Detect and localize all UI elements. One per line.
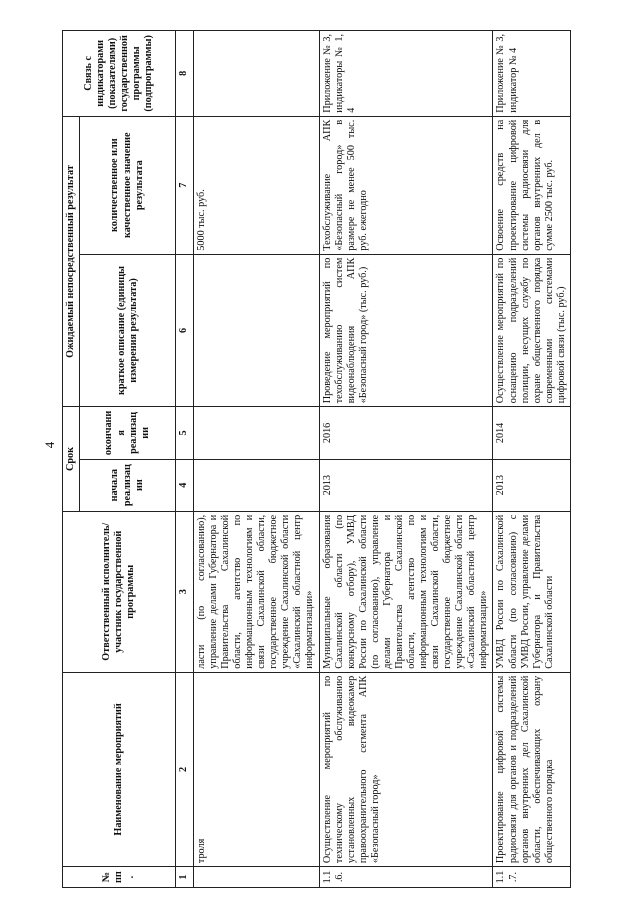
col-number: 6 (176, 254, 194, 407)
page-number: 4 (42, 441, 57, 449)
table-row (493, 31, 570, 888)
col-number: 3 (176, 511, 194, 672)
row-start: 2013 (493, 459, 570, 511)
row-num: 1.1.6. (320, 867, 493, 888)
header-responsible: Ответственный исполнитель/ участник государственной программы (63, 511, 176, 672)
row-link: Приложение № 3, индикатор № 4 (493, 31, 570, 117)
row-desc: Проведение мероприятий по техобслуживанию систем видеонаблюдения АПК «Безопасный город» (тыс. руб.) (320, 254, 493, 407)
header-expected-desc: краткое описание (единицы измерения результата) (80, 254, 176, 407)
row-num (194, 867, 320, 888)
row-num: 1.1.7. (493, 867, 570, 888)
row-end: 2014 (493, 407, 570, 459)
row-value: 5000 тыс. руб. (194, 116, 320, 254)
row-value: Освоение средств на проектирование цифровой системы радиосвязи для органов внутренних дел в сумме 2500 тыс. руб. (493, 116, 570, 254)
row-start: 2013 (320, 459, 493, 511)
row-desc (194, 254, 320, 407)
row-start (194, 459, 320, 511)
rotated-table-container (62, 30, 567, 888)
header-term-end: окончания реализации (80, 407, 176, 459)
header-row-1 (63, 31, 80, 888)
row-name: Осуществление мероприятий по техническому обслуживанию установленных видеокамер правоохранительного сегмента АПК «Безопасный город» (320, 672, 493, 866)
row-name: троля (194, 672, 320, 866)
row-responsible: УМВД России по Сахалинской области (по согласованию) с УМВД России, управление делами Губернатора и Правительства Сахалинской области (493, 511, 570, 672)
table-row (194, 31, 320, 888)
row-name: Проектирование цифровой системы радиосвязи для органов и подразделений органов внутренних дел Сахалинской области, обеспечивающих охрану общественного порядка (493, 672, 570, 866)
table-row (320, 31, 493, 888)
header-expected-value: количественное или качественное значение результата (80, 116, 176, 254)
row-link: Приложение № 3, индикаторы № 1, 4 (320, 31, 493, 117)
header-expected: Ожидаемый непосредственный результат (63, 116, 80, 407)
col-number: 2 (176, 672, 194, 866)
row-desc: Осуществление мероприятий по оснащению подразделений полиции, несущих службу по охране общественного порядка современными системами цифровой связи (тыс. руб.) (493, 254, 570, 407)
header-link: Связь с индикаторами (показателями) государственной программы (подпрограммы) (63, 31, 176, 117)
header-term: Срок (63, 407, 80, 512)
header-num: № пп. (63, 867, 176, 888)
header-term-start: начала реализации (80, 459, 176, 511)
col-number: 8 (176, 31, 194, 117)
row-end (194, 407, 320, 459)
col-number: 1 (176, 867, 194, 888)
row-responsible: Муниципальные образования Сахалинской области (по конкурсному отбору), УМВД России по Сахалинской области (по согласованию), управление делами Губернатора и Правительства Сахалинской области, агентство по информационным технологиям и связи Сахалинской области, государственное бюджетное учреждение Сахалинской области «Сахалинский областной центр информатизации» (320, 511, 493, 672)
column-number-row (176, 31, 194, 888)
row-link (194, 31, 320, 117)
activities-table (62, 30, 571, 888)
row-value: Техобслуживание АПК «Безопасный город» в размере не менее 500 тыс. руб. ежегодно (320, 116, 493, 254)
row-end: 2016 (320, 407, 493, 459)
col-number: 4 (176, 459, 194, 511)
header-name: Наименование мероприятий (63, 672, 176, 866)
col-number: 7 (176, 116, 194, 254)
row-responsible: ласти (по согласованию), управление делами Губернатора и Правительства Сахалинской области, агентство по информационным технологиям и связи Сахалинской области, государственное бюджетное учреждение Сахалинской области «Сахалинский областной центр информатизации» (194, 511, 320, 672)
col-number: 5 (176, 407, 194, 459)
